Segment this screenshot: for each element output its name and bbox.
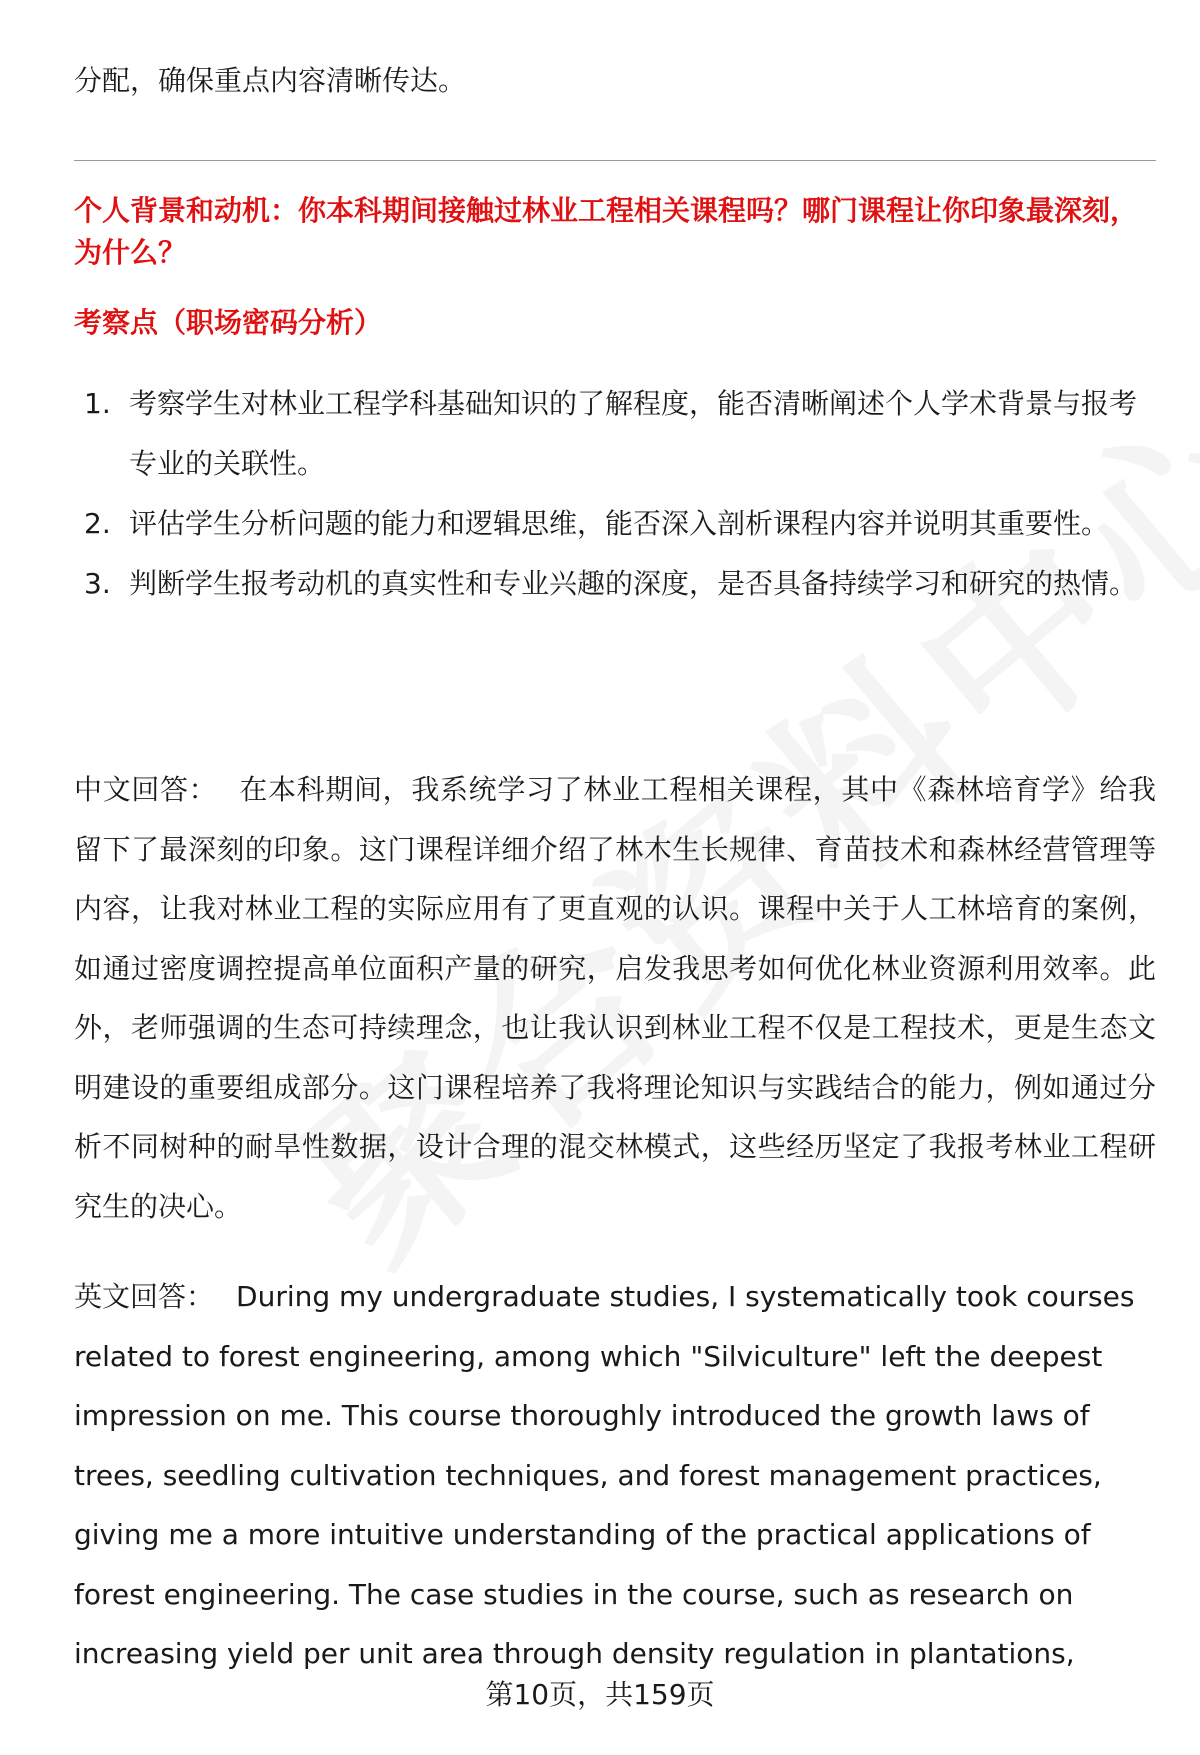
- continuation-text: 分配，确保重点内容清晰传达。: [74, 64, 467, 97]
- exam-points-title: 考察点（职场密码分析）: [74, 306, 383, 339]
- chinese-answer: [74, 760, 1156, 1236]
- list-item: [74, 494, 1156, 554]
- list-item: [74, 554, 1156, 614]
- question-heading: 个人背景和动机：你本科期间接触过林业工程相关课程吗？哪门课程让你印象最深刻，为什么？: [74, 194, 1139, 269]
- english-answer: [74, 1267, 1156, 1684]
- chinese-answer-label: 中文回答：: [74, 773, 218, 806]
- chinese-answer-text: 在本科期间，我系统学习了林业工程相关课程，其中《森林培育学》给我留下了最深刻的印象。这门课程详细介绍了林木生长规律、育苗技术和森林经营管理等内容，让我对林业工程的实际应用有了更直观的认识。课程中关于人工林培育的案例，如通过密度调控提高单位面积产量的研究，启发我思考如何优化林业资源利用效率。此外，老师强调的生态可持续理念，也让我认识到林业工程不仅是工程技术，更是生态文明建设的重要组成部分。这门课程培养了我将理论知识与实践结合的能力，例如通过分析不同树种的耐旱性数据，设计合理的混交林模式，这些经历坚定了我报考林业工程研究生的决心。: [74, 773, 1156, 1223]
- list-item-text: 判断学生报考动机的真实性和专业兴趣的深度，是否具备持续学习和研究的热情。: [129, 567, 1138, 600]
- list-number: 3.: [84, 567, 111, 600]
- list-item-text: 评估学生分析问题的能力和逻辑思维，能否深入剖析课程内容并说明其重要性。: [129, 507, 1110, 540]
- list-item: [74, 374, 1156, 494]
- divider: [74, 160, 1156, 161]
- exam-points-list: [74, 374, 1156, 614]
- page-footer: [0, 1675, 1200, 1715]
- list-number: 2.: [84, 507, 111, 540]
- page-number: 第10页，共159页: [485, 1678, 715, 1711]
- english-answer-label: 英文回答：: [74, 1280, 215, 1313]
- english-answer-text: During my undergraduate studies, I systematically took courses related to forest engineering, among which "Silviculture" left the deepest impression on me. This course thoroughly introduced the growth laws of trees, seedling cultivation techniques, and forest management practices, giving me a more intuitive understanding of the practical applications of forest engineering. The case studies in the course, such as research on increasing yield per unit area through density regulation in plantations,: [74, 1280, 1135, 1670]
- list-item-text: 考察学生对林业工程学科基础知识的了解程度，能否清晰阐述个人学术背景与报考专业的关联性。: [129, 387, 1138, 480]
- list-number: 1.: [84, 387, 111, 420]
